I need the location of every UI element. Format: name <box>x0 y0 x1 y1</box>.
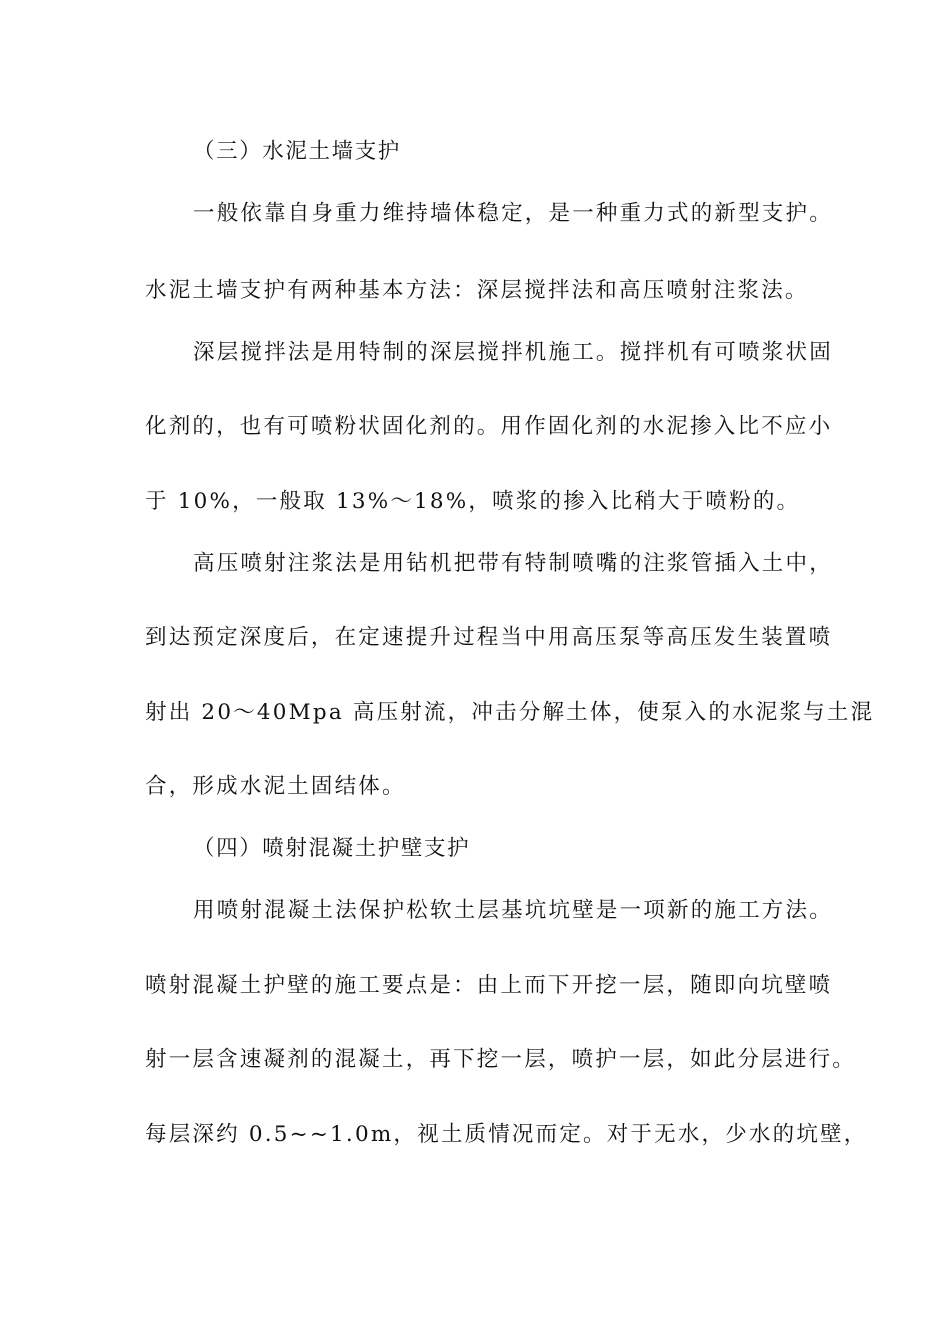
paragraph-line: 射一层含速凝剂的混凝土，再下挖一层，喷护一层，如此分层进行。 <box>145 1047 857 1072</box>
paragraph-line: 用喷射混凝土法保护松软土层基坑坑壁是一项新的施工方法。 <box>193 898 833 923</box>
section-heading-3: （三）水泥土墙支护 <box>193 139 401 164</box>
paragraph-line: 射出 20～40Mpa 高压射流，冲击分解土体，使泵入的水泥浆与土混 <box>145 700 875 725</box>
paragraph-line: 一般依靠自身重力维持墙体稳定，是一种重力式的新型支护。 <box>193 201 833 226</box>
paragraph-line: 水泥土墙支护有两种基本方法：深层搅拌法和高压喷射注浆法。 <box>145 278 809 303</box>
paragraph-line: 喷射混凝土护壁的施工要点是：由上而下开挖一层，随即向坑壁喷 <box>145 973 833 998</box>
section-heading-4: （四）喷射混凝土护壁支护 <box>193 836 471 861</box>
paragraph-line: 合，形成水泥土固结体。 <box>145 774 406 799</box>
paragraph-line: 化剂的，也有可喷粉状固化剂的。用作固化剂的水泥掺入比不应小 <box>145 414 833 439</box>
paragraph-line: 于 10%，一般取 13%～18%，喷浆的掺入比稍大于喷粉的。 <box>145 489 801 514</box>
paragraph-line: 深层搅拌法是用特制的深层搅拌机施工。搅拌机有可喷浆状固 <box>193 340 833 365</box>
paragraph-line: 到达预定深度后，在定速提升过程当中用高压泵等高压发生装置喷 <box>145 625 833 650</box>
paragraph-line: 每层深约 0.5~~1.0m，视土质情况而定。对于无水，少水的坑壁， <box>145 1122 868 1147</box>
paragraph-line: 高压喷射注浆法是用钻机把带有特制喷嘴的注浆管插入土中， <box>193 551 833 576</box>
